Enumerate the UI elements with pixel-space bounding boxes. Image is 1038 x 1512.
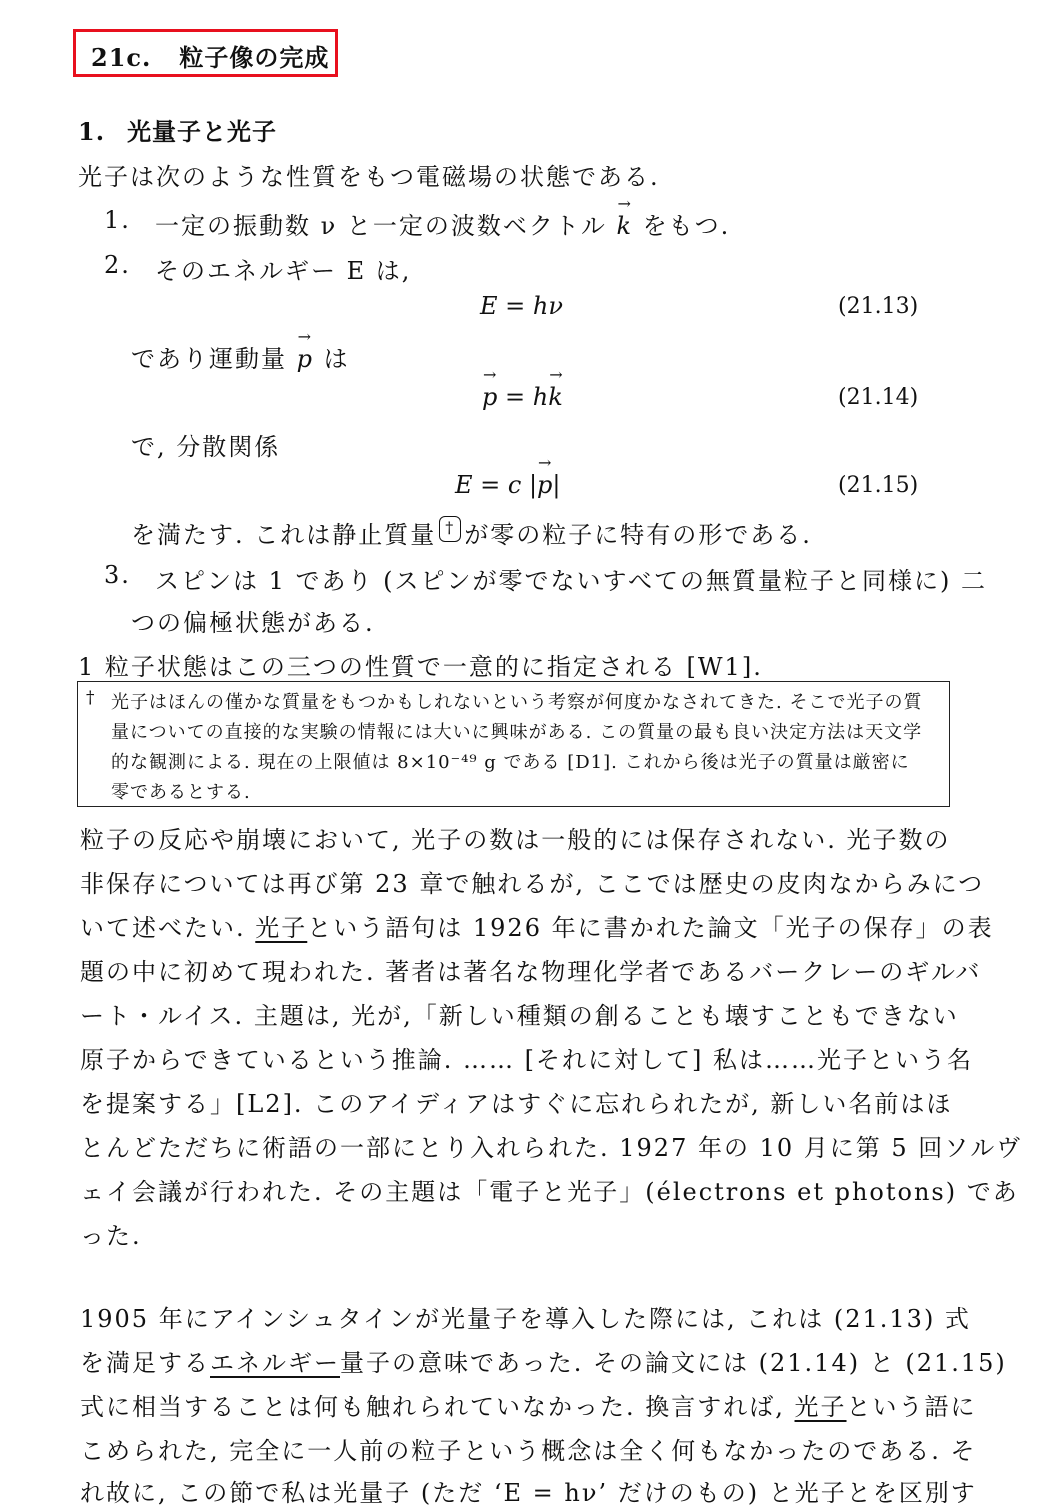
para2-line3-post: という語に (846, 1393, 977, 1421)
para1-line-3 (80, 908, 994, 943)
para1-line3-underlined: 光子 (255, 914, 308, 942)
para1-line-7: を提案する」[L2]. このアイディアはすぐに忘れられたが, 新しい名前はほ (80, 1090, 953, 1118)
footnote-dagger-mark[interactable]: † (439, 516, 461, 542)
footnote-line-4: 零であるとする. (111, 782, 251, 803)
footnote-line-1: 光子はほんの僅かな質量をもつかもしれないという考察が何度かなされてきた. そこで光子の質 (111, 692, 923, 713)
para1-line-9: ェイ会議が行われた. その主題は「電子と光子」(électrons et photons) であ (80, 1178, 1019, 1206)
para1-line-1: 粒子の反応や崩壊において, 光子の数は一般的には保存されない. 光子数の (80, 826, 951, 854)
para1-line-8: とんどただちに術語の一部にとり入れられた. 1927 年の 10 月に第 5 回ソルヴ (80, 1134, 1023, 1162)
item1-post: をもつ. (633, 212, 731, 240)
eq14-rhs: → k (548, 383, 563, 411)
para2-line-1: 1905 年にアインシュタインが光量子を導入した際には, これは (21.13) 式 (80, 1305, 971, 1333)
para2-line2-post: 量子の意味であった. その論文には (21.14) と (21.15) (340, 1349, 1007, 1377)
para1-line3-pre: いて述べたい. (80, 914, 256, 942)
para2-line3-underlined: 光子 (794, 1393, 847, 1421)
footnote-dagger: † (86, 688, 95, 708)
para2-line2-underlined: エネルギー (210, 1349, 340, 1377)
list-item-1 (155, 206, 730, 241)
item1-pre: 一定の振動数 ν と一定の波数ベクトル (155, 212, 617, 240)
list-item-1-number: 1. (104, 206, 131, 234)
para2-line-3 (80, 1387, 977, 1422)
item1-var: → k (616, 212, 633, 240)
mass-pre: を満たす. これは静止質量 (131, 521, 437, 549)
summary-text: 1 粒子状態はこの三つの性質で一意的に指定される [W1]. (78, 653, 763, 681)
list-item-3-line1: スピンは 1 であり (スピンが零でないすべての無質量粒子と同様に) 二 (155, 567, 988, 595)
eq15-var: → p (537, 471, 552, 499)
para2-line3-pre: 式に相当することは何も触れられていなかった. 換言すれば, (80, 1393, 795, 1421)
para1-line-4: 題の中に初めて現われた. 著者は著名な物理化学者であるバークレーのギルバ (80, 958, 982, 986)
mass-post: が零の粒子に特有の形である. (464, 521, 812, 549)
list-item-2: そのエネルギー E は, (155, 257, 412, 285)
section-heading (91, 38, 329, 73)
intro-text: 光子は次のような性質をもつ電磁場の状態である. (78, 163, 660, 191)
footnote-line-2: 量についての直接的な実験の情報には大いに興味がある. この質量の最も良い決定方法は天文学 (111, 722, 923, 743)
equation-label-21-13: (21.13) (838, 294, 919, 319)
section-title: 粒子像の完成 (179, 43, 330, 72)
equation-21-15 (455, 471, 561, 499)
subsection-number: 1. (78, 117, 106, 146)
para2-line-2 (80, 1343, 1007, 1378)
momentum-pre: であり運動量 (131, 345, 297, 373)
subsection-title: 光量子と光子 (127, 117, 278, 146)
equation-21-13: E = hν (480, 292, 563, 320)
subsection-heading (78, 112, 277, 147)
para2-line-4: こめられた, 完全に一人前の粒子という概念は全く何もなかったのである. そ (80, 1437, 977, 1465)
eq14-mid: = h (497, 383, 549, 411)
equation-label-21-14: (21.14) (838, 385, 919, 410)
equation-21-14 (482, 383, 563, 411)
momentum-line (131, 339, 350, 374)
section-number: 21c. (91, 43, 152, 72)
para1-line3-post: という語句は 1926 年に書かれた論文「光子の保存」の表 (307, 914, 994, 942)
para1-line-6: 原子からできているという推論. …… [それに対して] 私は……光子という名 (80, 1046, 974, 1074)
momentum-post: は (314, 345, 350, 373)
eq14-lhs: → p (482, 383, 497, 411)
dispersion-line: で, 分散関係 (131, 433, 281, 461)
para2-line-5: れ故に, この節で私は光量子 (ただ ‘E = hν’ だけのもの) と光子とを区別す (80, 1479, 977, 1507)
para1-line-5: ート・ルイス. 主題は, 光が,「新しい種類の創ることも壊すこともできない (80, 1002, 959, 1030)
mass-line (131, 515, 812, 552)
footnote-line-3: 的な観測による. 現在の上限値は 8×10⁻⁴⁹ g である [D1]. これから後は光子の質量は厳密に (111, 752, 910, 773)
para2-line2-pre: を満足する (80, 1349, 210, 1377)
para1-line-2: 非保存については再び第 23 章で触れるが, ここでは歴史の皮肉なからみにつ (80, 870, 985, 898)
para1-line-10: った. (80, 1222, 142, 1250)
eq15-post: | (552, 471, 561, 499)
list-item-3-number: 3. (104, 561, 131, 589)
equation-label-21-15: (21.15) (838, 473, 919, 498)
list-item-3-line2: つの偏極状態がある. (131, 609, 375, 637)
momentum-var: → p (297, 345, 314, 373)
list-item-2-number: 2. (104, 251, 131, 279)
eq15-pre: E = c | (455, 471, 538, 499)
